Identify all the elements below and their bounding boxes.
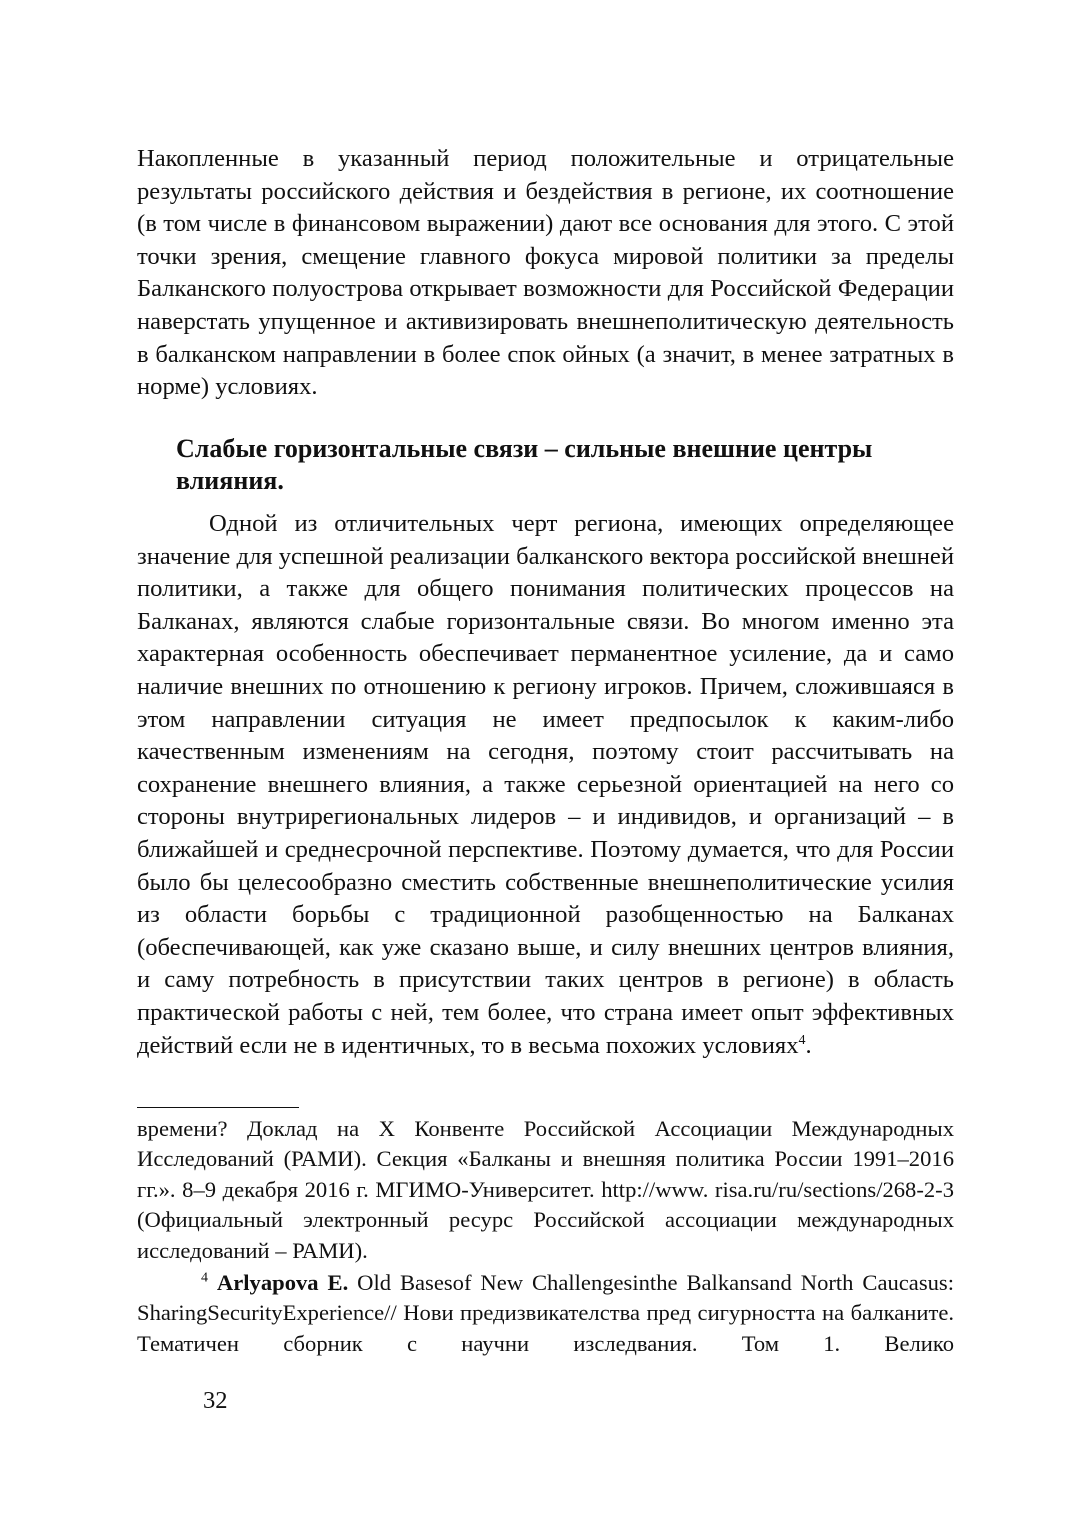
body-paragraph-1: Накопленные в указанный период положительные и отрицательные результаты российского действия и бездействия в регионе, их соотношение (в том числе в финансовом выражении) дают все основания для этого. С этой точки зрения, смещение главного фокуса мировой политики за пределы Балканского полуострова открывает возможности для Российской Федерации наверстать упущенное и активизировать внешнеполитическую деятельность в балканском направлении в более спок ойных (а значит, в менее затратных в норме) условиях. <box>137 145 954 401</box>
footnote-reference-4[interactable]: 4 <box>798 1032 806 1048</box>
footnote-text: Old Basesof New Challengesinthe Balkansand North Caucasus: SharingSecurityExperience// Нови предизвикателства пред сигурността на балканите. Тематичен сборник с научни изследвания. Том 1. Велико <box>137 1270 954 1356</box>
footnote-4 <box>137 1268 954 1359</box>
body-paragraph-2 <box>137 508 954 1062</box>
section-heading: Слабые горизонтальные связи – сильные внешние центры влияния. <box>176 434 873 495</box>
footnote-number: 4 <box>201 1270 208 1286</box>
page-number: 32 <box>203 1387 228 1414</box>
paragraph-2-end: . <box>805 1031 812 1059</box>
footnote-author: Arlyapova E. <box>216 1270 349 1295</box>
footnote-continuation: времени? Доклад на X Конвенте Российской Ассоциации Международных Исследований (РАМИ). Секция «Балканы и внешняя политика России 1991–2016 гг.». 8–9 декабря 2016 г. МГИМО-Университет. http://www. risa.ru/ru/sections/268-2-3 (Официальный электронный ресурс Российской ассоциации международных исследований – РАМИ). <box>137 1116 954 1263</box>
footnote-divider <box>137 1107 299 1108</box>
paragraph-2-text: Одной из отличительных черт региона, имеющих определяющее значение для успешной реализации балканского вектора российской внешней политики, а также для общего понимания политических процессов на Балканах, являются слабые горизонтальные связи. Во многом именно эта характерная особенность обеспечивает перманентное усиление, да и само наличие внешних по отношению к региону игроков. Причем, сложившаяся в этом направлении ситуация не имеет предпосылок к каким-либо качественным изменениям на сегодня, поэтому стоит рассчитывать на сохранение внешнего влияния, а также серьезной ориентацией на него со стороны внутрирегиональных лидеров – и индивидов, и организаций – в ближайшей и среднесрочной перспективе. Поэтому думается, что для России было бы целесообразно сместить собственные внешнеполитические усилия из области борьбы с традиционной разобщенностью на Балканах (обеспечивающей, как уже сказано выше, и силу внешних центров влияния, и саму потребность в присутствии таких центров в регионе) в область практической работы с ней, тем более, что страна имеет опыт эффективных действий если не в идентичных, то в весьма похожих условиях <box>137 510 955 1059</box>
